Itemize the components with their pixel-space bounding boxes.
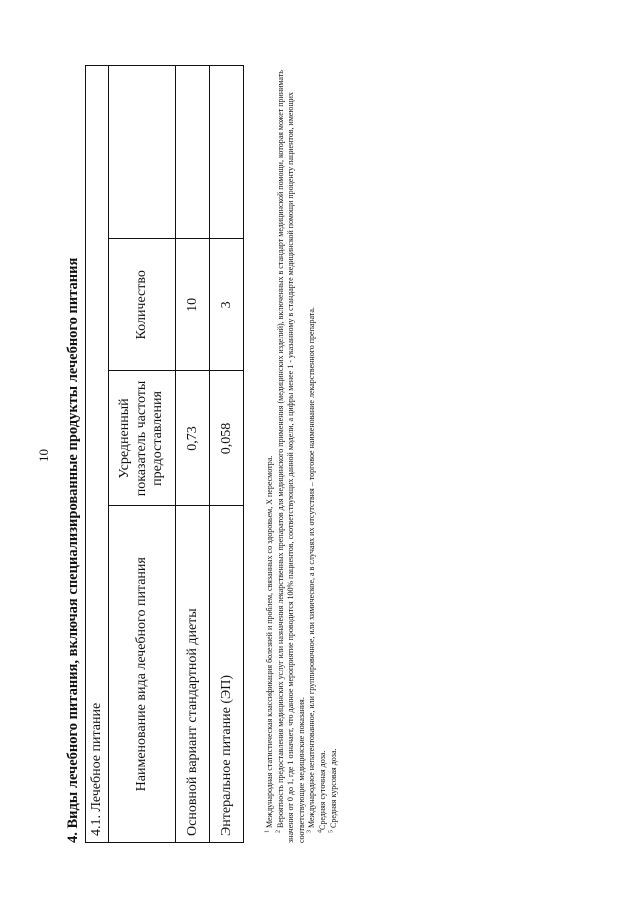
footnote-text: Вероятность предоставления медицинских услуг или назначения лекарственных препаратов для медицинского применения (медицинских изделий), включенных в стандарт медицинской помощи, которая может принимать значения от 0 до 1, где 1 означает, что данное мероприятие проводится 100% пациентов, соответствующих данной модели, а цифры менее 1 - указанному в стандарте медицинской помощи проценту пациентов, имеющих соответствующие медицинские показания. <box>275 70 306 843</box>
table-subheader: 4.1. Лечебное питание <box>86 66 109 843</box>
footnote <box>318 65 329 843</box>
row-quantity: 3 <box>210 239 244 371</box>
row-frequency: 0,73 <box>176 371 210 506</box>
footnote-text: Международная статистическая классификация болезней и проблем, связанных со здоровьем, X пересмотра. <box>265 455 274 828</box>
footnote-text: Международное непатентованное, или группировочное, или химическое, а в случаях их отсутствия – торговое наименование лекарственного препарата. <box>307 307 317 828</box>
header-frequency: Усредненный показатель частоты предоставления <box>109 371 176 506</box>
footnote-text: Средняя суточная доза. <box>317 750 327 830</box>
header-name: Наименование вида лечебного питания <box>109 506 176 843</box>
footnote-mark: 5 <box>327 830 334 833</box>
row-quantity: 10 <box>176 239 210 371</box>
footnote-mark: 2 <box>274 830 281 833</box>
nutrition-table <box>85 65 244 843</box>
footnote-mark: 3 <box>306 830 313 833</box>
table-row <box>176 66 210 843</box>
table-subheader-row <box>86 66 109 843</box>
row-blank-cell <box>210 66 244 239</box>
row-name: Энтеральное питание (ЭП) <box>210 506 244 843</box>
table-header-row <box>109 66 176 843</box>
table-row <box>210 66 244 843</box>
footnote <box>276 65 308 843</box>
footnotes <box>265 65 339 843</box>
footnote-text: Средняя курсовая доза. <box>328 748 338 828</box>
header-quantity: Количество <box>109 239 176 371</box>
row-name: Основной вариант стандартной диеты <box>176 506 210 843</box>
footnote-mark: 1 <box>264 830 271 833</box>
footnote <box>307 65 318 843</box>
footnote-mark: 4 <box>317 830 324 833</box>
footnote <box>265 65 276 843</box>
footnote <box>329 65 340 843</box>
page-number: 10 <box>36 449 51 462</box>
row-blank-cell <box>176 66 210 239</box>
row-frequency: 0,058 <box>210 371 244 506</box>
header-blank-cell <box>109 66 176 239</box>
section-heading: 4. Виды лечебного питания, включая специализированные продукты лечебного питания <box>65 257 81 843</box>
